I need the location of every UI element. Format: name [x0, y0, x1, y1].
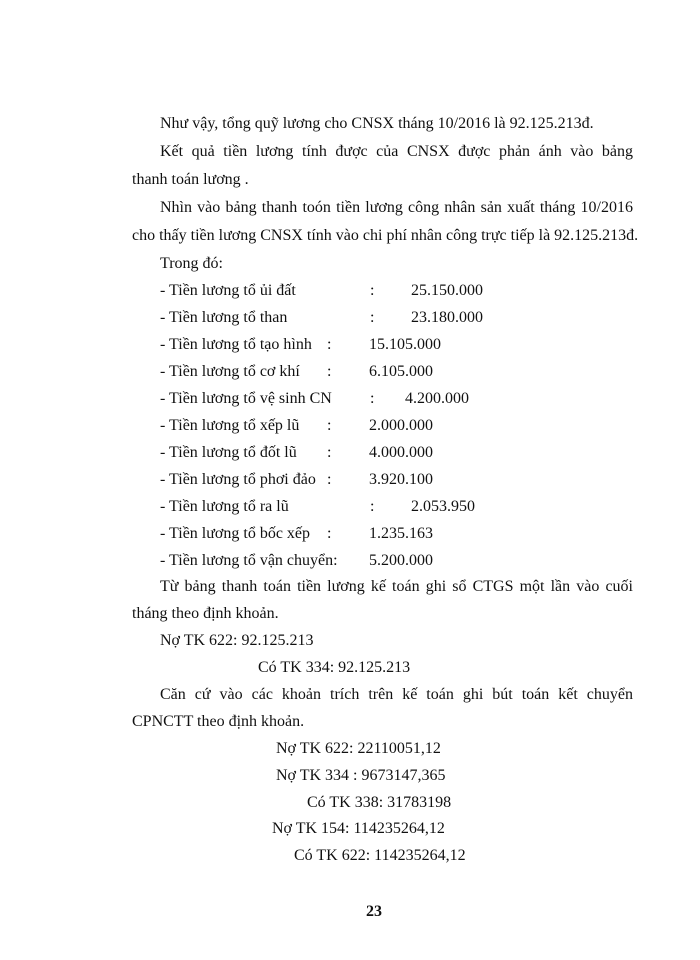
- salary-item-colon: :: [327, 471, 332, 488]
- transfer-entry: Nợ TK 154: 114235264,12: [272, 820, 445, 837]
- salary-item-colon: :: [327, 336, 332, 353]
- salary-item-colon: :: [327, 363, 332, 380]
- salary-item-colon: :: [370, 309, 375, 326]
- salary-item-label: - Tiền lương tổ vận chuyển:: [160, 552, 338, 569]
- paragraph-total-salary: Như vậy, tổng quỹ lương cho CNSX tháng 10/2016 là 92.125.213đ.: [160, 115, 594, 132]
- salary-item-amount: 3.920.100: [369, 471, 433, 488]
- salary-item-amount: 15.105.000: [369, 336, 441, 353]
- page-number: 23: [366, 903, 382, 920]
- salary-item-label: - Tiền lương tổ bốc xếp: [160, 525, 311, 542]
- salary-item-amount: 2.000.000: [369, 417, 433, 434]
- salary-item-amount: 2.053.950: [411, 498, 475, 515]
- paragraph-result-line-1: Kết quả tiền lương tính được của CNSX được phản ánh vào bảng: [160, 143, 633, 160]
- transfer-entry: Có TK 338: 31783198: [307, 794, 452, 811]
- salary-item-amount: 25.150.000: [411, 282, 483, 299]
- salary-item-label: - Tiền lương tổ xếp lũ: [160, 417, 300, 434]
- salary-item-label: - Tiền lương tổ ủi đất: [160, 282, 296, 299]
- journal-debit-entry: Nợ TK 622: 92.125.213: [160, 632, 314, 649]
- salary-item-colon: :: [327, 525, 332, 542]
- salary-item-colon: :: [370, 498, 375, 515]
- transfer-intro-line-1: Căn cứ vào các khoản trích trên kế toán ghi bút toán kết chuyển: [160, 686, 633, 703]
- journal-intro-line-2: tháng theo định khoản.: [132, 605, 279, 622]
- salary-item-amount: 5.200.000: [369, 552, 433, 569]
- salary-item-colon: :: [327, 417, 332, 434]
- transfer-entry: Có TK 622: 114235264,12: [294, 847, 466, 864]
- in-which-heading: Trong đó:: [160, 255, 223, 272]
- transfer-entry: Nợ TK 334 : 9673147,365: [276, 767, 446, 784]
- salary-item-label: - Tiền lương tổ đốt lũ: [160, 444, 297, 461]
- salary-item-label: - Tiền lương tổ ra lũ: [160, 498, 289, 515]
- transfer-intro-line-2: CPNCTT theo định khoản.: [132, 713, 305, 730]
- transfer-entry: Nợ TK 622: 22110051,12: [276, 740, 441, 757]
- salary-item-amount: 23.180.000: [411, 309, 483, 326]
- salary-item-label: - Tiền lương tổ vệ sinh CN: [160, 390, 332, 407]
- salary-item-amount: 1.235.163: [369, 525, 433, 542]
- salary-item-label: - Tiền lương tổ cơ khí: [160, 363, 300, 380]
- paragraph-review-line-2: cho thấy tiền lương CNSX tính vào chi phí nhân công trực tiếp là 92.125.213đ.: [132, 227, 639, 244]
- journal-intro-line-1: Từ bảng thanh toán tiền lương kế toán ghi sổ CTGS một lần vào cuối: [160, 578, 633, 595]
- salary-item-label: - Tiền lương tổ tạo hình: [160, 336, 312, 353]
- salary-item-amount: 4.000.000: [369, 444, 433, 461]
- journal-credit-entry: Có TK 334: 92.125.213: [258, 659, 411, 676]
- salary-item-colon: :: [370, 390, 375, 407]
- paragraph-result-line-2: thanh toán lương .: [132, 171, 249, 188]
- salary-item-label: - Tiền lương tổ phơi đảo: [160, 471, 316, 488]
- salary-item-amount: 6.105.000: [369, 363, 433, 380]
- salary-item-amount: 4.200.000: [405, 390, 469, 407]
- salary-item-colon: :: [327, 444, 332, 461]
- salary-item-label: - Tiền lương tổ than: [160, 309, 288, 326]
- paragraph-review-line-1: Nhìn vào bảng thanh toón tiền lương công nhân sản xuất tháng 10/2016: [160, 199, 633, 216]
- salary-item-colon: :: [370, 282, 375, 299]
